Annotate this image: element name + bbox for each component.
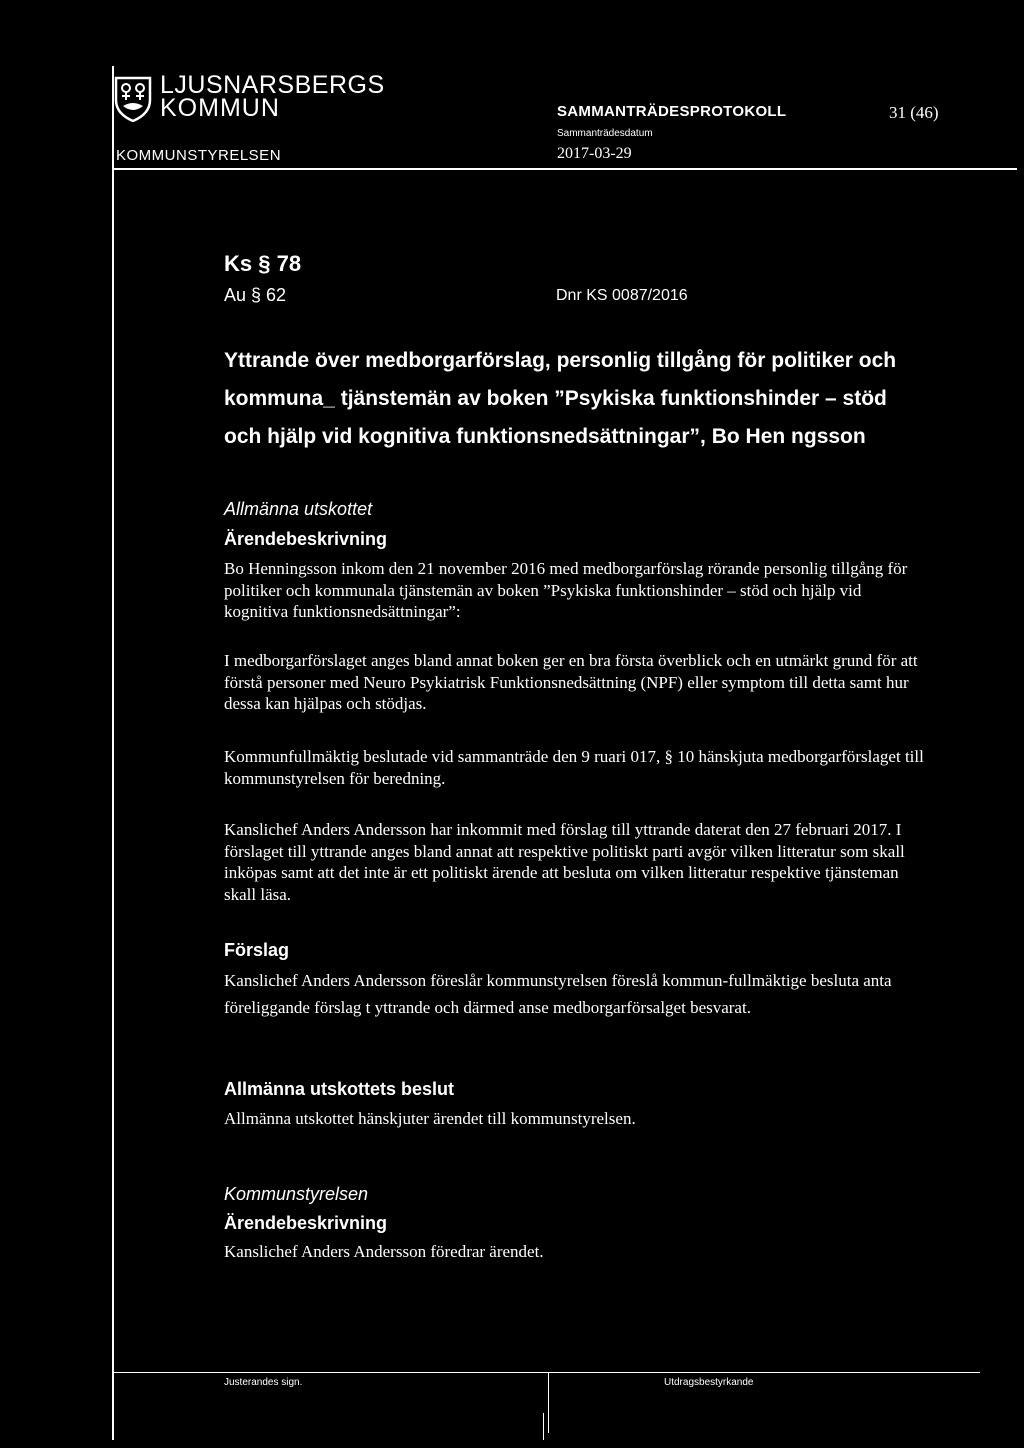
committee-name: Allmänna utskottet [224, 499, 373, 519]
case-description-heading: Ärendebeskrivning [224, 529, 388, 549]
org-name-line2: KOMMUN [160, 94, 280, 122]
meeting-date: 2017-03-29 [557, 145, 632, 162]
committee-name: Kommunstyrelsen [224, 1184, 369, 1204]
proposal-text: Kanslichef Anders Andersson föreslår kommunstyrelsen föreslå kommun-fullmäktige besluta anta föreliggande förslag t yttrande och därmed anse medborgarförsalget besvarat. [224, 971, 892, 1017]
page-number: 31 (46) [889, 103, 939, 122]
org-name-line1: LJUSNARSBERGS [160, 71, 385, 99]
au-paragraph-number: Au § 62 [224, 285, 287, 305]
left-margin-rule [112, 66, 114, 1440]
footer-divider [112, 1372, 980, 1373]
description-paragraph: Kanslichef Anders Andersson föredrar ärendet. [224, 1242, 544, 1261]
description-paragraph: Bo Henningsson inkom den 21 november 2016 med medborgarförslag rörande personlig tillgång för politiker och kommunala tjänstemän av boken ”Psykiska funktionshinder – stöd och hjälp vid kognitiva funktionsnedsättningar”: [224, 559, 908, 621]
footer-column-divider [548, 1373, 549, 1433]
signature-label: Justerandes sign. [224, 1377, 303, 1388]
board-name: KOMMUNSTYRELSEN [116, 147, 282, 164]
municipal-coat-of-arms-icon [114, 76, 152, 122]
case-number: Dnr KS 0087/2016 [556, 287, 688, 304]
protocol-title: SAMMANTRÄDESPROTOKOLL [557, 103, 787, 120]
case-description-heading: Ärendebeskrivning [224, 1213, 388, 1233]
decision-heading: Allmänna utskottets beslut [224, 1079, 455, 1099]
footer-column-divider [543, 1413, 544, 1440]
header-divider [112, 168, 1017, 170]
ks-paragraph-number: Ks § 78 [224, 251, 302, 276]
description-paragraph: I medborgarförslaget anges bland annat boken ger en bra första överblick och en utmärkt grund för att förstå personer med Neuro Psykiatrisk Funktionsnedsättning (NPF) eller symptom till detta samt hur dessa kan hjälpas och stödjas. [224, 651, 918, 713]
description-paragraph: Kommunfullmäktig beslutade vid sammanträde den 9 ruari 017, § 10 hänskjuta medborgarförslaget till kommunstyrelsen för beredning. [224, 747, 924, 788]
date-label: Sammanträdesdatum [557, 128, 653, 139]
description-paragraph: Kanslichef Anders Andersson har inkommit med förslag till yttrande daterat den 27 februari 2017. I förslaget till yttrande anges bland annat att respektive politiskt parti avgör vilken litteratur som skall inköpas samt att det inte är ett politiskt ärende att besluta om vilken litteratur respektive tjänsteman skall läsa. [224, 820, 905, 904]
proposal-heading: Förslag [224, 940, 290, 960]
decision-text: Allmänna utskottet hänskjuter ärendet till kommunstyrelsen. [224, 1109, 636, 1128]
case-title: Yttrande över medborgarförslag, personlig tillgång för politiker och kommuna_ tjänstemän av boken ”Psykiska funktionshinder – stöd och hjälp vid kognitiva funktionsnedsättningar”, Bo Hen ngsson [224, 349, 897, 448]
excerpt-label: Utdragsbestyrkande [664, 1377, 754, 1388]
